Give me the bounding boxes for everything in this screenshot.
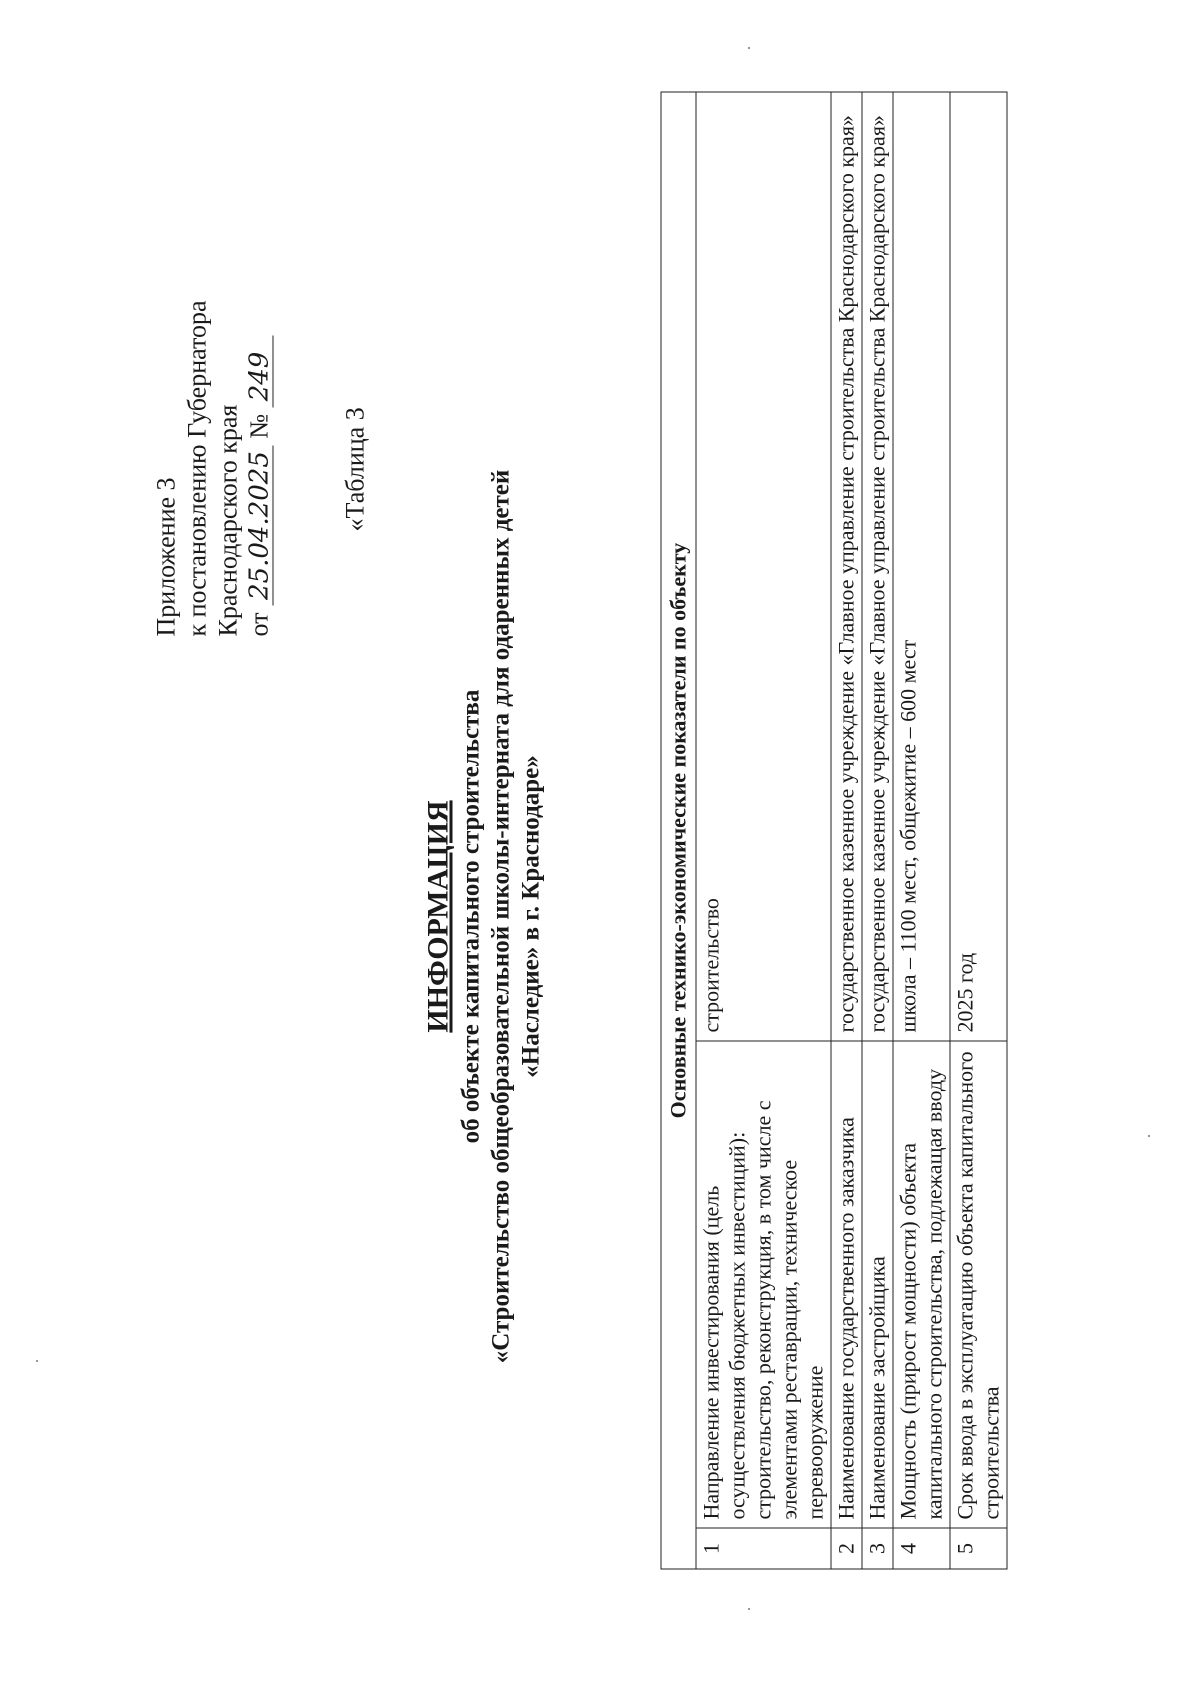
document-page: [1, 0, 1200, 1697]
row-value: 2025 год: [950, 92, 1007, 1041]
scan-dot: [36, 1360, 38, 1362]
document-heading: [421, 467, 547, 1367]
table-row: [831, 92, 862, 1569]
handwritten-number: 249: [247, 335, 274, 407]
scan-dot: [1148, 1135, 1150, 1137]
handwritten-date: 25.04.2025: [247, 445, 274, 606]
table-row: [862, 92, 893, 1569]
table-header: Основные технико-экономические показатели по объекту: [661, 92, 696, 1569]
row-number: 5: [950, 1528, 1007, 1569]
heading-title: ИНФОРМАЦИЯ: [421, 800, 455, 1033]
appendix-line-3: Краснодарского края: [213, 404, 243, 637]
date-prefix: от: [244, 612, 274, 637]
table-header-row: [661, 92, 696, 1569]
row-label: Срок ввода в эксплуатацию объекта капитального строительства: [950, 1041, 1007, 1528]
row-number: 1: [696, 1528, 831, 1569]
row-number: 2: [831, 1528, 862, 1569]
appendix-line-2: к постановлению Губернатора: [182, 300, 212, 637]
row-label: Наименование государственного заказчика: [831, 1041, 862, 1528]
row-number: 3: [862, 1528, 893, 1569]
heading-line-3: «Наследие» в г. Краснодаре»: [517, 755, 545, 1078]
row-number: 4: [893, 1528, 950, 1569]
table-label: «Таблица 3: [340, 407, 370, 532]
table-row: [893, 92, 950, 1569]
row-value: государственное казенное учреждение «Главное управление строительства Краснодарского края»: [831, 92, 862, 1041]
row-value: школа – 1100 мест, общежитие – 600 мест: [893, 92, 950, 1041]
scan-dot: [748, 47, 750, 49]
table-row: [696, 92, 831, 1569]
appendix-block: [151, 300, 275, 636]
appendix-line-1: Приложение 3: [151, 477, 181, 637]
heading-line-1: об объекте капитального строительства: [457, 689, 485, 1144]
number-prefix: №: [244, 413, 274, 439]
row-value: государственное казенное учреждение «Главное управление строительства Краснодарского края»: [862, 92, 893, 1041]
indicators-table: [661, 92, 1008, 1570]
row-label: Наименование застройщика: [862, 1041, 893, 1528]
row-value: строительство: [696, 92, 831, 1041]
table-row: [950, 92, 1007, 1569]
scan-dot: [748, 1608, 750, 1610]
row-label: Мощность (прирост мощности) объекта капитального строительства, подлежащая вводу: [893, 1041, 950, 1528]
appendix-date-line: [244, 300, 275, 636]
row-label: Направление инвестирования (цель осуществления бюджетных инвестиций): строительство, реконструкция, в том числе с элементами реставрации, техническое перевооружение: [696, 1041, 831, 1528]
heading-line-2: «Строительство общеобразовательной школы-интерната для одаренных детей: [487, 469, 515, 1364]
